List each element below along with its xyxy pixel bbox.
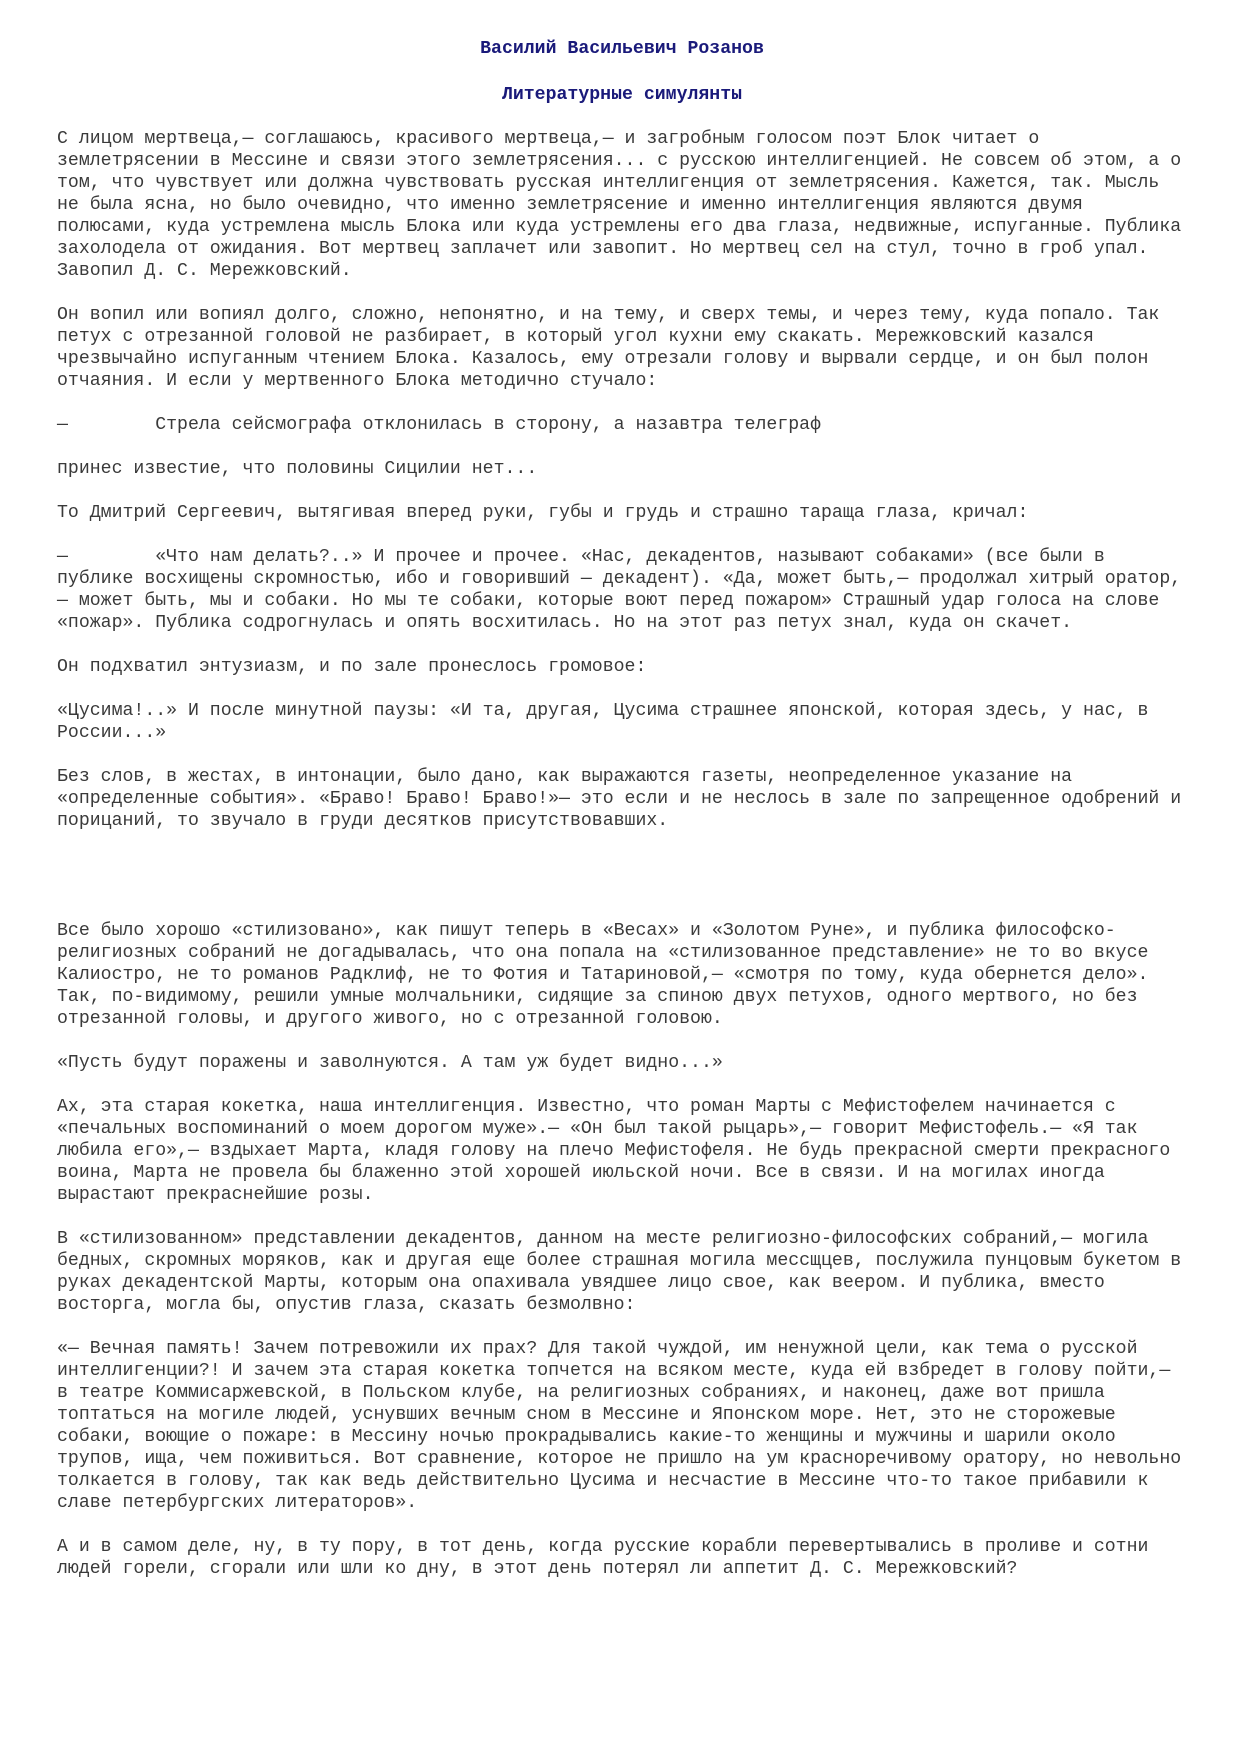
paragraph: В «стилизованном» представлении декадентов, данном на месте религиозно-философских собраний,— могила бедных, скромных моряков, как и другая еще более страшная могила мессщцев, послужила пунцовым букетом в руках декадентской Марты, которым она опахивала увядшее лицо свое, как веером. И публика, вместо восторга, могла бы, опустив глаза, сказать безмолвно:	[57, 1229, 1182, 1315]
paragraph: Ах, эта старая кокетка, наша интеллигенция. Известно, что роман Марты с Мефистофелем начинается с «печальных воспоминаний о моем дорогом муже».— «Он был такой рыцарь»,— говорит Мефистофель.— «Я так любила его»,— вздыхает Марта, кладя голову на плечо Мефистофеля. Не будь прекрасной смерти прекрасного воина, Марта не провела бы блаженно этой хорошей июльской ночи. Все в связи. И на могилах иногда вырастают прекраснейшие розы.	[57, 1097, 1171, 1205]
document-title: Литературные симулянты	[501, 85, 743, 105]
paragraph: Без слов, в жестах, в интонации, было дано, как выражаются газеты, неопределенное указание на «определенные события». «Браво! Браво! Браво!»— это если и не неслось в зале по запрещенное одобрений и порицаний, то звучало в груди десятков присутствовавших.	[57, 767, 1182, 831]
paragraph: «— Вечная память! Зачем потревожили их прах? Для такой чуждой, им ненужной цели, как тема о русской интеллигенции?! И зачем эта старая кокетка топчется на всяком месте, куда ей взбредет в голову пойти,— в театре Коммисаржевской, в Польском клубе, на религиозных собраниях, и наконец, даже вот пришла топтаться на могиле людей, уснувших вечным сном в Мессине и Японском море. Нет, это не сторожевые собаки, воющие о пожаре: в Мессину ночью прокрадывались какие-то женщины и мужчины и шарили около трупов, ища, чем поживиться. Вот сравнение, которое не пришло на ум красноречивому оратору, но невольно толкается в голову, так как ведь действительно Цусима и несчастие в Мессине что-то такое прибавили к славе петербургских литераторов».	[57, 1339, 1182, 1513]
paragraph: То Дмитрий Сергеевич, вытягивая вперед руки, губы и грудь и страшно тараща глаза, кричал:	[57, 503, 1029, 523]
author-name: Василий Васильевич Розанов	[480, 39, 764, 59]
document-page	[57, 38, 1187, 1602]
section-gap	[57, 854, 1187, 920]
paragraph-dialogue: — Стрела сейсмографа отклонилась в сторону, а назавтра телеграф	[57, 415, 821, 435]
paragraph: С лицом мертвеца,— соглашаюсь, красивого мертвеца,— и загробным голосом поэт Блок читает о землетрясении в Мессине и связи этого землетрясения... с русскою интеллигенцией. Не совсем об этом, а о том, что чувствует или должна чувствовать русская интеллигенция от землетрясения. Кажется, так. Мысль не была ясна, но было очевидно, что именно землетрясение и именно интеллигенция являются двумя полюсами, куда устремлена мысль Блока или куда устремлены его два глаза, недвижные, испуганные. Публика захолодела от ожидания. Вот мертвец заплачет или завопит. Но мертвец сел на стул, точно в гроб упал. Завопил Д. С. Мережковский.	[57, 129, 1182, 281]
paragraph: «Цусима!..» И после минутной паузы: «И та, другая, Цусима страшнее японской, которая здесь, у нас, в России...»	[57, 701, 1149, 743]
paragraph: принес известие, что половины Сицилии нет...	[57, 459, 538, 479]
paragraph: Он вопил или вопиял долго, сложно, непонятно, и на тему, и сверх темы, и через тему, куда попало. Так петух с отрезанной головой не разбирает, в который угол кухни ему скакать. Мережковский казался чрезвычайно испуганным чтением Блока. Казалось, ему отрезали голову и вырвали сердце, и он был полон отчаяния. И если у мертвенного Блока методично стучало:	[57, 305, 1160, 391]
paragraph: «Пусть будут поражены и заволнуются. А там уж будет видно...»	[57, 1053, 723, 1073]
paragraph: А и в самом деле, ну, в ту пору, в тот день, когда русские корабли перевертывались в проливе и сотни людей горели, сгорали или шли ко дну, в этот день потерял ли аппетит Д. С. Мережковский?	[57, 1537, 1149, 1579]
paragraph: Все было хорошо «стилизовано», как пишут теперь в «Весах» и «Золотом Руне», и публика философско-религиозных собраний не догадывалась, что она попала на «стилизованное представление» не то во вкусе Калиостро, не то романов Радклиф, не то Фотия и Татариновой,— «смотря по тому, куда обернется дело». Так, по-видимому, решили умные молчальники, сидящие за спиною двух петухов, одного мертвого, но без отрезанной головы, и другого живого, но с отрезанной головою.	[57, 921, 1149, 1029]
paragraph: Он подхватил энтузиазм, и по зале пронеслось громовое:	[57, 657, 647, 677]
paragraph-dialogue: — «Что нам делать?..» И прочее и прочее. «Нас, декадентов, называют собаками» (все были в публике восхищены скромностью, ибо и говоривший — декадент). «Да, может быть,— продолжал хитрый оратор,— может быть, мы и собаки. Но мы те собаки, которые воют перед пожаром» Страшный удар голоса на слове «пожар». Публика содрогнулась и опять восхитилась. Но на этот раз петух знал, куда он скачет.	[57, 547, 1182, 633]
